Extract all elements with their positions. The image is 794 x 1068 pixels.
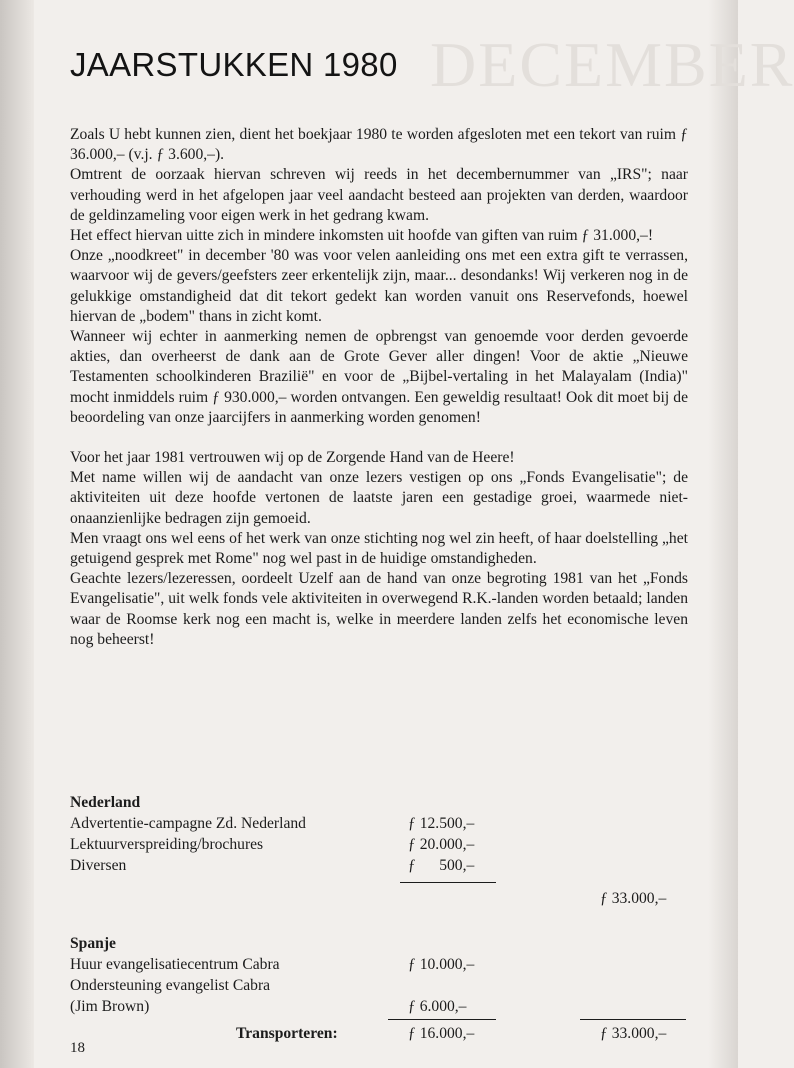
section-spacer	[70, 909, 690, 933]
transport-row	[70, 1023, 690, 1044]
bleed-through-text: DECEMBER	[430, 29, 794, 100]
page-edge-shadow	[708, 0, 738, 1068]
transport-subtotal-rule	[388, 1019, 496, 1020]
page-gutter-shadow	[0, 0, 34, 1068]
budget-row	[70, 975, 690, 996]
budget-row-amount: ƒ 500,–	[408, 857, 475, 874]
budget-row	[70, 813, 690, 834]
nederland-total: ƒ 33.000,–	[600, 890, 667, 907]
subtotal-rule	[400, 882, 496, 883]
budget-row-amount: ƒ 20.000,–	[408, 836, 475, 853]
paragraph: Wanneer wij echter in aanmerking nemen de opbrengst van genoemde voor derden gevoerde akties, dan overheerst de dank aan de Grote Gever aller dingen! Voor de aktie „Nieuwe Testamenten schoolkinderen Brazilië" en voor de „Bijbel-vertaling in het Malayalam (India)" mocht inmiddels ruim ƒ 930.000,– worden ontvangen. Een geweldig resultaat! Ook dit moet bij de beoordeling van onze jaarcijfers in aanmerking worden genomen!	[70, 328, 688, 426]
section-heading-nederland: Nederland	[70, 794, 141, 811]
page-number: 18	[70, 1040, 85, 1056]
budget-table	[70, 792, 690, 1044]
paragraph: Geachte lezers/lezeressen, oordeelt Uzelf aan de hand van onze begroting 1981 van het „Fonds Evangelisatie", uit welk fonds vele aktiviteiten in overwegend R.K.-landen worden betaald; landen waar de Roomse kerk nog een macht is, welke in meerdere landen zelfs het economische leven nog beheerst!	[70, 570, 688, 648]
paragraph: Met name willen wij de aandacht van onze lezers vestigen op ons „Fonds Evangelisatie"; de aktiviteiten uit deze hoofde vertonen de laatste jaren een gestadige groei, waarmede niet-onaanzienlijke bedragen zijn gemoeid.	[70, 469, 688, 527]
page-title: JAARSTUKKEN 1980	[70, 46, 398, 83]
budget-row	[70, 954, 690, 975]
paragraph: Het effect hiervan uitte zich in mindere inkomsten uit hoofde van giften van ruim ƒ 31.000,–!	[70, 227, 654, 245]
budget-row-label: Ondersteuning evangelist Cabra	[70, 977, 271, 994]
budget-row-amount: ƒ 6.000,–	[408, 998, 467, 1015]
budget-row	[70, 996, 690, 1017]
budget-total-row	[70, 888, 690, 909]
paragraph: Men vraagt ons wel eens of het werk van onze stichting nog wel zin heeft, of haar doelstelling „het getuigend gesprek met Rome" nog wel past in de huidige omstandigheden.	[70, 529, 688, 568]
budget-row-amount: ƒ 12.500,–	[408, 815, 475, 832]
article-body	[70, 125, 688, 650]
budget-row-label: Diversen	[70, 857, 127, 874]
budget-row-label: Huur evangelisatiecentrum Cabra	[70, 956, 280, 973]
paragraph: Omtrent de oorzaak hiervan schreven wij reeds in het decembernummer van „IRS"; naar verhouding werd in het afgelopen jaar veel aandacht besteed aan projekten van derden, waardoor de geldinzameling voor eigen werk in het gedrang kwam.	[70, 166, 688, 224]
budget-row-label: Lektuurverspreiding/brochures	[70, 836, 264, 853]
transport-label: Transporteren:	[236, 1025, 338, 1042]
budget-row-amount: ƒ 10.000,–	[408, 956, 475, 973]
section-heading-spanje: Spanje	[70, 935, 116, 952]
paragraph: Voor het jaar 1981 vertrouwen wij op de Zorgende Hand van de Heere!	[70, 449, 515, 467]
budget-row-label: Advertentie-campagne Zd. Nederland	[70, 815, 306, 832]
paragraph: Zoals U hebt kunnen zien, dient het boekjaar 1980 te worden afgesloten met een tekort van ruim ƒ 36.000,– (v.j. ƒ 3.600,–).	[70, 126, 688, 164]
transport-total: ƒ 33.000,–	[600, 1025, 667, 1042]
budget-row-label: (Jim Brown)	[70, 998, 150, 1015]
budget-row	[70, 834, 690, 855]
transport-total-rule	[580, 1019, 686, 1020]
budget-row	[70, 855, 690, 876]
paragraph: Onze „noodkreet" in december '80 was voor velen aanleiding ons met een extra gift te verrassen, waarvoor wij de gevers/geefsters zeer erkentelijk zijn, maar... desondanks! Wij verkeren nog in de gelukkige omstandigheid dat dit tekort gedekt kan worden vanuit ons Reservefonds, hoewel hiervan de „bodem" thans in zicht komt.	[70, 247, 688, 325]
subtotal-rule-row	[70, 876, 690, 888]
transport-amount: ƒ 16.000,–	[408, 1025, 475, 1042]
